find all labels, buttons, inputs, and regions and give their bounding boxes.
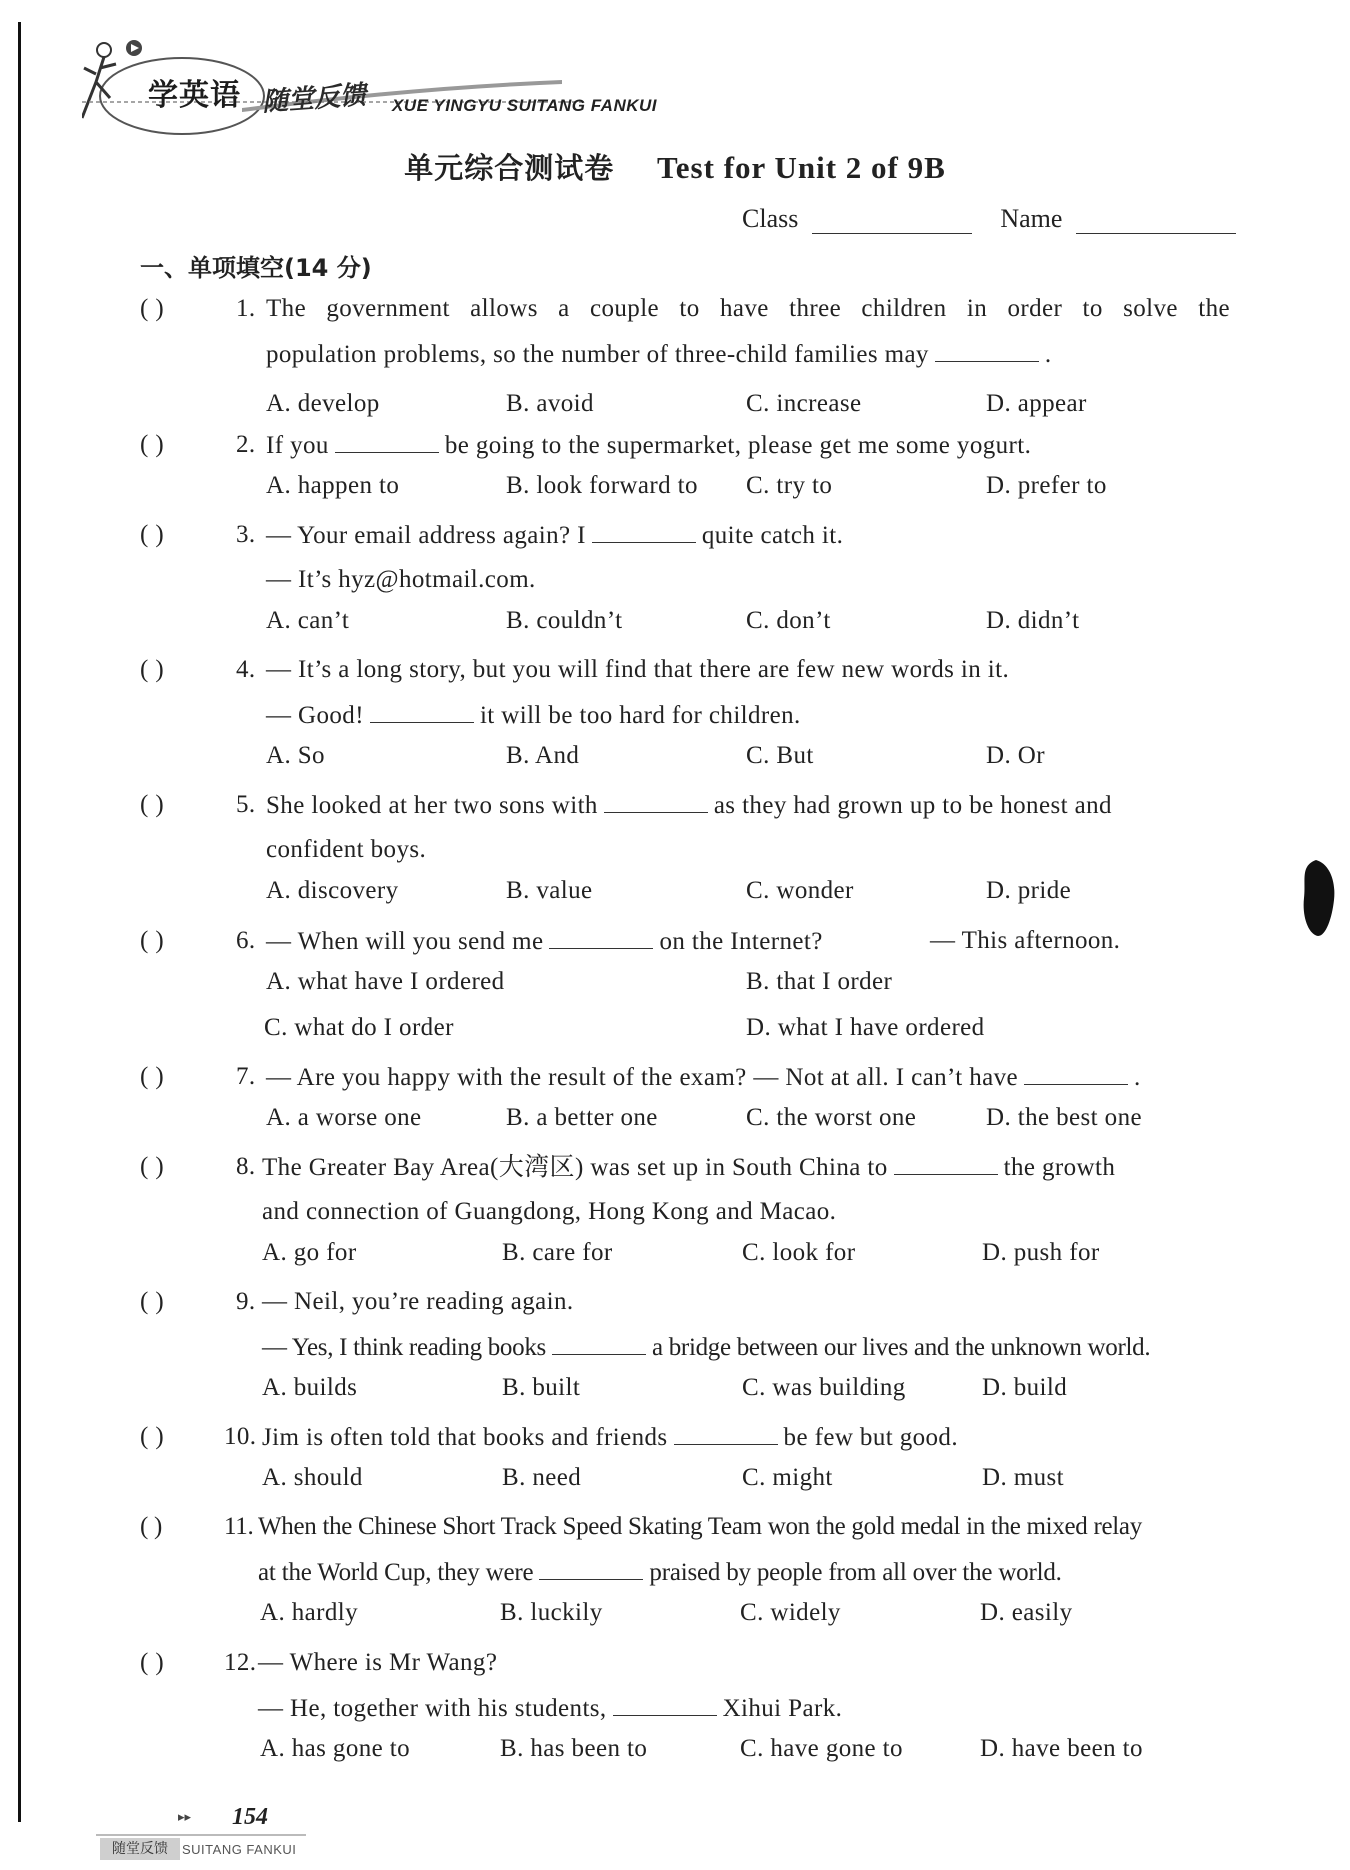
question-number: 12. [224,1649,257,1676]
footer-divider [96,1834,306,1836]
arrow-icon: ▸▸ [178,1810,192,1825]
section-title: 一、单项填空(14 分) [140,254,372,282]
answer-blank [549,922,653,949]
option-a: A. go for [262,1239,357,1266]
option-a: A. develop [266,390,380,417]
test-title-en: Test for Unit 2 of 9B [656,150,946,185]
question-stem: — Yes, I think reading books [262,1334,546,1361]
option-c: C. have gone to [740,1735,903,1762]
class-label: Class [742,204,799,233]
option-a: A. a worse one [266,1104,422,1131]
answer-blank [592,516,696,543]
question-stem: and connection of Guangdong, Hong Kong and Macao. [262,1198,837,1225]
option-d: D. appear [986,390,1087,417]
question-stem: confident boys. [266,836,427,863]
name-label: Name [1000,204,1063,233]
brand-subtitle-en: XUE YINGYU SUITANG FANKUI [392,96,658,115]
question-number: 8. [236,1153,256,1180]
question-number: 5. [236,791,256,818]
ink-blot-mark [1296,856,1342,940]
option-b: B. And [506,742,580,769]
option-d: D. push for [982,1239,1100,1266]
question-stem: — Neil, you’re reading again. [262,1288,574,1315]
answer-paren[interactable]: ( ) [140,1063,165,1090]
question-stem: as they had grown up to be honest and [713,792,1112,819]
option-d: D. the best one [986,1104,1142,1131]
brand-subtitle-cn: 随堂反馈 [261,80,368,118]
question-stem: — Are you happy with the result of the exam? — Not at all. I can’t have [266,1064,1019,1091]
question-stem: quite catch it. [701,522,844,549]
question-stem: She looked at her two sons with [266,792,598,819]
dialogue-reply: — This afternoon. [930,927,1121,954]
option-b: B. luckily [500,1599,603,1626]
question-number: 4. [236,656,256,683]
option-d: D. what I have ordered [746,1014,985,1041]
answer-blank [604,786,708,813]
option-a: A. discovery [266,877,399,904]
answer-blank [674,1418,778,1445]
option-a: A. builds [262,1374,358,1401]
option-a: A. happen to [266,472,400,499]
answer-paren[interactable]: ( ) [140,431,165,458]
question-number: 11. [224,1513,254,1540]
question-stem: — Good! [266,702,364,729]
question-stem: the growth [1003,1154,1116,1181]
option-b: B. that I order [746,968,893,995]
question-stem: — He, together with his students, [258,1695,607,1722]
option-c: C. what do I order [264,1014,454,1041]
test-title-cn: 单元综合测试卷 [404,151,615,185]
option-d: D. prefer to [986,472,1107,499]
question-number: 7. [236,1063,256,1090]
question-stem: population problems, so the number of three-child families may [266,341,929,368]
option-c: C. might [742,1464,833,1491]
answer-paren[interactable]: ( ) [140,791,165,818]
answer-blank [613,1689,717,1716]
option-a: A. should [262,1464,363,1491]
question-stem: The Greater Bay Area(大湾区) was set up in South China to [262,1154,888,1181]
question-stem: it will be too hard for children. [479,702,801,729]
brand-header [82,38,672,138]
answer-paren[interactable]: ( ) [140,1513,163,1540]
option-d: D. build [982,1374,1068,1401]
scan-edge-line [18,22,21,1822]
answer-blank [894,1148,998,1175]
question-stem: be few but good. [783,1424,958,1451]
answer-blank [539,1553,643,1580]
question-stem: on the Internet? [659,928,823,955]
question-stem-tail: . [1134,1064,1141,1091]
option-d: D. didn’t [986,607,1080,634]
question-stem: Jim is often told that books and friends [262,1424,668,1451]
question-stem: — Where is Mr Wang? [258,1649,498,1676]
answer-paren[interactable]: ( ) [140,656,165,683]
option-d: D. Or [986,742,1045,769]
answer-blank [935,335,1039,362]
option-b: B. need [502,1464,582,1491]
question-stem-tail: . [1044,341,1052,368]
answer-paren[interactable]: ( ) [140,295,165,322]
answer-paren[interactable]: ( ) [140,1423,165,1450]
answer-paren[interactable]: ( ) [140,1649,165,1676]
option-a: A. can’t [266,607,350,634]
question-stem: — It’s a long story, but you will find that there are few new words in it. [266,656,1010,683]
question-stem: — Your email address again? I [266,522,586,549]
option-a: A. what have I ordered [266,968,505,995]
question-stem: Xihui Park. [722,1695,843,1722]
class-name-fields [742,204,1236,234]
answer-blank [335,426,439,453]
option-c: C. look for [742,1239,856,1266]
footer-tag-cn: 随堂反馈 [100,1838,180,1860]
option-c: C. increase [746,390,862,417]
question-stem: praised by people from all over the world. [649,1559,1062,1586]
question-number: 3. [236,521,256,548]
question-stem: — When will you send me [266,928,544,955]
option-c: C. widely [740,1599,841,1626]
answer-blank [1024,1058,1128,1085]
question-number: 2. [236,431,256,458]
question-stem: When the Chinese Short Track Speed Skating Team won the gold medal in the mixed relay [258,1513,1142,1540]
option-a: A. has gone to [260,1735,411,1762]
option-b: B. care for [502,1239,613,1266]
option-b: B. a better one [506,1104,658,1131]
option-b: B. built [502,1374,581,1401]
option-d: D. have been to [980,1735,1143,1762]
option-c: C. was building [742,1374,906,1401]
question-stem: be going to the supermarket, please get me some yogurt. [444,432,1032,459]
option-b: B. has been to [500,1735,648,1762]
answer-paren[interactable]: ( ) [140,1153,165,1180]
question-number: 6. [236,927,256,954]
question-number: 9. [236,1288,256,1315]
option-b: B. avoid [506,390,594,417]
question-stem: If you [266,432,329,459]
answer-paren[interactable]: ( ) [140,927,165,954]
option-d: D. easily [980,1599,1073,1626]
option-c: C. try to [746,472,833,499]
question-stem: at the World Cup, they were [258,1559,534,1586]
option-b: B. value [506,877,593,904]
page-number: 154 [232,1804,268,1830]
question-number: 1. [236,295,256,322]
brand-title-cn: 学英语 [148,78,241,113]
option-b: B. couldn’t [506,607,623,634]
footer-tag-en: SUITANG FANKUI [182,1842,297,1857]
answer-blank [552,1328,646,1355]
option-c: C. the worst one [746,1104,917,1131]
answer-paren[interactable]: ( ) [140,521,165,548]
answer-paren[interactable]: ( ) [140,1288,165,1315]
option-c: C. wonder [746,877,854,904]
question-stem: a bridge between our lives and the unknown world. [651,1334,1151,1361]
option-a: A. So [266,742,325,769]
option-b: B. look forward to [506,472,698,499]
option-d: D. must [982,1464,1064,1491]
question-number: 10. [224,1423,257,1450]
option-a: A. hardly [260,1599,359,1626]
class-blank[interactable] [812,211,972,234]
page-footer [96,1806,316,1866]
option-c: C. But [746,742,814,769]
option-d: D. pride [986,877,1072,904]
name-blank[interactable] [1076,211,1236,234]
test-title [0,146,1350,187]
option-c: C. don’t [746,607,831,634]
answer-blank [370,696,474,723]
dialogue-reply: — It’s hyz@hotmail.com. [266,566,536,593]
question-stem: The government allows a couple to have three children in order to solve the [266,295,1230,322]
